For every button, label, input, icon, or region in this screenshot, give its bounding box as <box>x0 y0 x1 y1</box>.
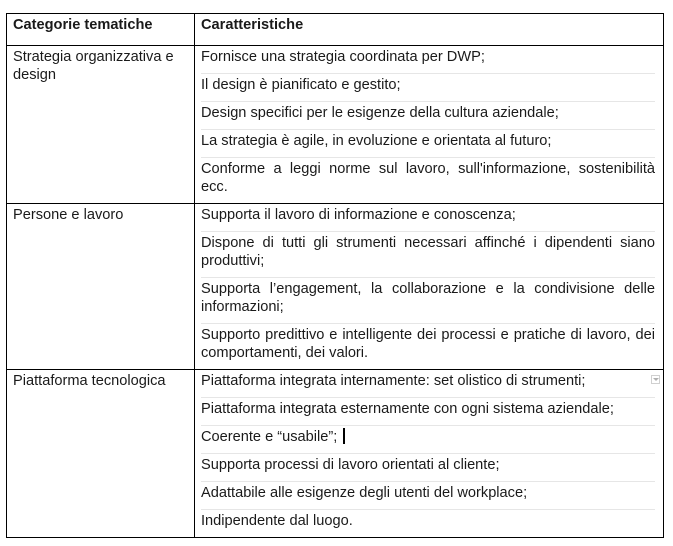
characteristics-cell <box>195 46 664 204</box>
header-category: Categorie tematiche <box>7 14 195 46</box>
list-item[interactable]: La strategia è agile, in evoluzione e orientata al futuro; <box>201 129 655 157</box>
list-item[interactable]: Supporta il lavoro di informazione e conoscenza; <box>201 207 516 223</box>
category-cell[interactable]: Strategia organizzativa e design <box>7 46 195 204</box>
thematic-categories-table <box>6 13 664 538</box>
text-cursor <box>343 428 345 444</box>
list-item[interactable]: Supporta l’engagement, la collaborazione e la condivisione delle informazioni; <box>201 277 655 323</box>
list-item[interactable]: Supporto predittivo e intelligente dei processi e pratiche di lavoro, dei comportamenti, dei valori. <box>201 323 655 369</box>
characteristics-cell <box>195 204 664 370</box>
list-item[interactable]: Indipendente dal luogo. <box>201 509 655 537</box>
list-item-text: Coerente e “usabile”; <box>201 429 338 445</box>
table-row <box>7 370 664 538</box>
list-item[interactable]: Adattabile alle esigenze degli utenti del workplace; <box>201 481 655 509</box>
list-item[interactable]: Dispone di tutti gli strumenti necessari affinché i dipendenti siano produttivi; <box>201 231 655 277</box>
category-cell[interactable]: Persone e lavoro <box>7 204 195 370</box>
list-item[interactable]: Conforme a leggi norme sul lavoro, sull'informazione, sostenibilità ecc. <box>201 157 655 203</box>
table-row <box>7 46 664 204</box>
list-item[interactable]: Il design è pianificato e gestito; <box>201 73 655 101</box>
table-row <box>7 204 664 370</box>
list-item[interactable]: Supporta processi di lavoro orientati al cliente; <box>201 453 655 481</box>
header-characteristics: Caratteristiche <box>195 14 664 46</box>
list-item[interactable]: Design specifici per le esigenze della cultura aziendale; <box>201 101 655 129</box>
list-item-text: Piattaforma integrata internamente: set olistico di strumenti; <box>201 373 586 389</box>
list-item[interactable] <box>201 370 655 397</box>
list-item[interactable]: Fornisce una strategia coordinata per DWP; <box>201 49 485 65</box>
header-row <box>7 14 664 46</box>
category-cell[interactable]: Piattaforma tecnologica <box>7 370 195 538</box>
chevron-down-icon[interactable] <box>651 375 660 384</box>
characteristics-cell <box>195 370 664 538</box>
list-item[interactable]: Piattaforma integrata esternamente con ogni sistema aziendale; <box>201 397 655 425</box>
list-item[interactable] <box>201 425 655 453</box>
